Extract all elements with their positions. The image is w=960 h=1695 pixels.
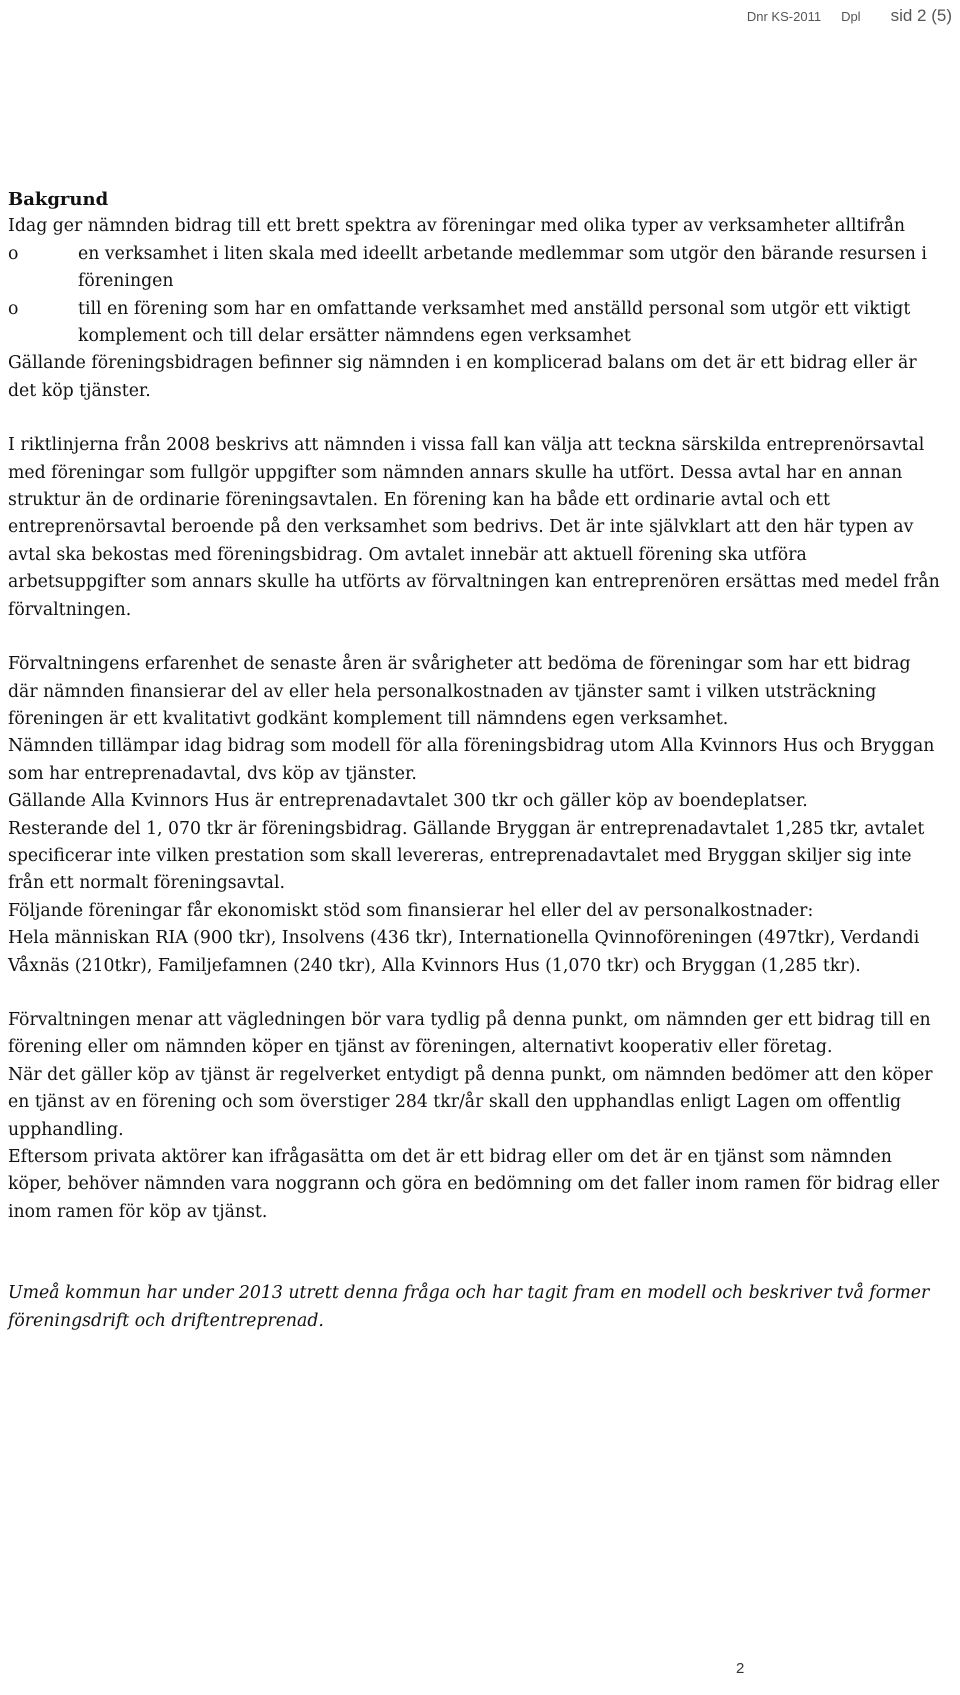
page-number: 2 [736,1660,745,1677]
procurement-paragraph: När det gäller köp av tjänst är regelverket entydigt på denna punkt, om nämnden bedömer att den köper en tjänst av en förening och som överstiger 284 tkr/år skall den upphandlas enligt Lagen om offentlig upphandling. [8,1064,933,1140]
bullet-marker: o [8,243,19,264]
bullet-marker: o [8,298,19,319]
funding-intro-paragraph: Följande föreningar får ekonomiskt stöd som finansierar hel eller del av personalkostnader: [8,900,814,921]
model-paragraph: Nämnden tillämpar idag bidrag som modell för alla föreningsbidrag utom Alla Kvinnors Hus och Bryggan som har entreprenadavtal, dvs köp av tjänster. [8,736,935,784]
bryggan-paragraph: Resterande del 1, 070 tkr är föreningsbidrag. Gällande Bryggan är entreprenadavtalet 1,285 tkr, avtalet specificerar inte vilken prestation som skall levereras, entreprenadavtalet med Bryggan skiljer sig inte från ett normalt föreningsavtal. [8,818,925,894]
document-number: Dnr KS-2011 [746,9,822,24]
experience-paragraph: Förvaltningens erfarenhet de senaste åren är svårigheter att bedöma de föreningar som har ett bidrag där nämnden finansierar del av eller hela personalkostnaden av tjänster samt i vilken utsträckning föreningen är ett kvalitativt godkänt komplement till nämndens egen verksamhet. [8,654,911,729]
page-indicator: sid 2 (5) [890,6,952,25]
closing-paragraph: Umeå kommun har under 2013 utrett denna fråga och har tagit fram en modell och beskriver två former föreningsdrift och driftentreprenad. [8,1283,930,1331]
funded-associations-paragraph: Hela människan RIA (900 tkr), Insolvens (436 tkr), Internationella Qvinnoföreningen (497tkr), Verdandi Våxnäs (210tkr), Familjefamnen (240 tkr), Alla Kvinnors Hus (1,070 tkr) och Bryggan (1,285 tkr). [8,928,920,976]
document-body [8,186,944,1335]
document-plan: Dpl [841,9,861,24]
page-header [747,6,952,26]
alla-kvinnors-hus-paragraph: Gällande Alla Kvinnors Hus är entreprenadavtalet 300 tkr och gäller köp av boendeplatser. [8,791,808,812]
bullet-list [8,241,944,351]
intro-paragraph: Idag ger nämnden bidrag till ett brett spektra av föreningar med olika typer av verksamheter alltifrån [8,216,906,237]
list-item-text: till en förening som har en omfattande verksamhet med anställd personal som utgör ett viktigt komplement och till delar ersätter nämndens egen verksamhet [78,298,911,347]
list-item [8,241,944,296]
section-heading: Bakgrund [8,189,109,210]
list-item-text: en verksamhet i liten skala med ideellt arbetande medlemmar som utgör den bärande resursen i föreningen [78,243,927,292]
assessment-paragraph: Eftersom privata aktörer kan ifrågasätta om det är ett bidrag eller om det är en tjänst som nämnden köper, behöver nämnden vara noggrann och göra en bedömning om det faller inom ramen för bidrag eller inom ramen för köp av tjänst. [8,1147,940,1222]
guidelines-paragraph: I riktlinjerna från 2008 beskrivs att nämnden i vissa fall kan välja att teckna särskilda entreprenörsavtal med föreningar som fullgör uppgifter som nämnden annars skulle ha utfört. Dessa avtal har en annan struktur än de ordinarie föreningsavtalen. En förening kan ha både ett ordinarie avtal och ett entreprenörsavtal beroende på den verksamhet som bedrivs. Det är inte självklart att den här typen av avtal ska bekostas med föreningsbidrag. Om avtalet innebär att aktuell förening ska utföra arbetsuppgifter som annars skulle ha utförts av förvaltningen kan entreprenören ersättas med medel från förvaltningen. [8,435,940,620]
list-item [8,296,944,351]
balance-paragraph: Gällande föreningsbidragen befinner sig nämnden i en komplicerad balans om det är ett bidrag eller är det köp tjänster. [8,353,917,401]
guidance-paragraph: Förvaltningen menar att vägledningen bör vara tydlig på denna punkt, om nämnden ger ett bidrag till en förening eller om nämnden köper en tjänst av föreningen, alternativt kooperativ eller företag. [8,1009,931,1058]
